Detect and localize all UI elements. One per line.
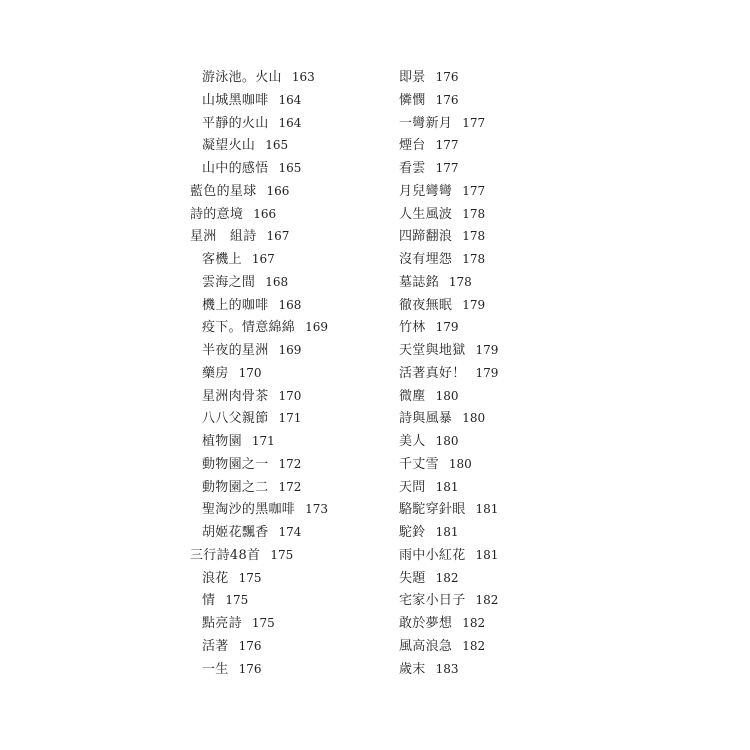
toc-entry (398, 476, 498, 499)
toc-entry (190, 544, 328, 567)
toc-entry (190, 521, 328, 544)
toc-entry-title: 微塵 (399, 388, 426, 404)
toc-entry-page: 175 (251, 616, 275, 630)
toc-entry-title: 疫下。情意綿綿 (202, 320, 296, 336)
toc-entry-page: 170 (238, 365, 262, 380)
toc-entry-title: 山中的感悟 (202, 161, 269, 176)
toc-entry-page: 178 (462, 229, 486, 244)
toc-entry-page: 165 (278, 161, 302, 175)
toc-entry (398, 544, 498, 567)
toc-entry-page: 181 (435, 525, 459, 539)
toc-entry-page: 175 (270, 547, 294, 562)
toc-entry-page: 176 (435, 70, 459, 84)
toc-entry-page: 177 (435, 161, 459, 175)
toc-entry-page: 163 (291, 70, 315, 84)
toc-entry (398, 385, 498, 408)
toc-entry-page: 177 (435, 138, 459, 153)
toc-entry-title: 八八父親節 (202, 411, 269, 427)
toc-entry (190, 407, 328, 430)
toc-entry-title: 藥房 (202, 365, 229, 381)
toc-entry-page: 168 (265, 274, 289, 289)
toc-entry-page: 180 (448, 456, 472, 471)
toc-entry-title: 動物園之一 (202, 456, 269, 472)
toc-entry (190, 112, 328, 135)
toc-entry-title: 墓誌銘 (399, 274, 439, 290)
toc-entry-page: 167 (266, 229, 290, 244)
toc-entry-page: 178 (448, 274, 472, 289)
toc-entry-title: 月兒彎彎 (399, 183, 453, 199)
toc-entry (190, 134, 328, 157)
toc-entry-title: 憐憫 (399, 92, 426, 108)
toc-entry (398, 134, 498, 157)
toc-entry-page: 164 (278, 92, 302, 107)
toc-entry-title: 失題 (399, 570, 426, 586)
toc-entry-title: 宅家小日子 (399, 593, 466, 609)
toc-entry-title: 天堂與地獄 (399, 343, 466, 358)
toc-entry-page: 171 (278, 411, 302, 426)
toc-entry-title: 客機上 (202, 252, 242, 267)
toc-left-column (190, 66, 328, 680)
toc-entry-page: 166 (266, 183, 290, 198)
toc-entry (398, 66, 498, 89)
toc-entry-page: 175 (238, 570, 262, 585)
toc-entry-page: 182 (435, 570, 459, 585)
toc-entry (190, 225, 328, 248)
toc-entry-title: 駱駝穿針眼 (399, 502, 466, 518)
toc-entry (398, 248, 498, 271)
toc-entry-page: 179 (475, 343, 499, 357)
toc-entry (190, 362, 328, 385)
toc-entry-page: 176 (238, 661, 262, 676)
toc-entry-title: 千丈雪 (399, 456, 439, 472)
toc-entry (190, 476, 328, 499)
toc-entry-title: 活著真好！ (399, 365, 466, 381)
toc-entry-page: 179 (435, 320, 459, 335)
toc-entry-page: 168 (278, 297, 302, 312)
toc-entry-title: 看雲 (399, 161, 426, 176)
toc-entry-page: 166 (253, 206, 277, 221)
toc-entry (190, 248, 328, 271)
toc-entry-page: 182 (475, 593, 499, 608)
toc-entry-title: 雲海之間 (202, 274, 256, 290)
toc-entry-page: 180 (435, 434, 459, 448)
toc-entry-title: 即景 (399, 70, 426, 85)
toc-entry-title: 植物園 (202, 434, 242, 449)
toc-entry (190, 589, 328, 612)
toc-entry (190, 316, 328, 339)
toc-entry-title: 煙台 (399, 138, 426, 154)
toc-entry (398, 180, 498, 203)
toc-entry-title: 沒有埋怨 (399, 252, 453, 267)
toc-entry (398, 316, 498, 339)
toc-entry-title: 天問 (399, 479, 426, 495)
toc-entry-page: 179 (475, 365, 499, 380)
toc-entry-page: 183 (435, 661, 459, 676)
toc-entry-page: 178 (462, 206, 486, 221)
toc-entry (398, 567, 498, 590)
toc-entry (190, 430, 328, 453)
toc-entry-title: 人生風波 (399, 206, 453, 222)
toc-entry-title: 山城黑咖啡 (202, 92, 269, 108)
toc-entry-page: 180 (462, 411, 486, 426)
toc-entry-page: 175 (225, 593, 249, 608)
toc-entry (398, 339, 498, 362)
toc-entry-title: 星洲肉骨茶 (202, 388, 269, 404)
toc-entry-title: 平靜的火山 (202, 115, 269, 131)
toc-entry (190, 635, 328, 658)
toc-entry (398, 589, 498, 612)
toc-entry-title: 雨中小紅花 (399, 547, 466, 563)
toc-entry-page: 165 (265, 138, 289, 153)
toc-entry (398, 635, 498, 658)
toc-entry-page: 174 (278, 525, 302, 539)
toc-entry-title: 歲末 (399, 661, 426, 677)
toc-entry (398, 612, 498, 635)
toc-entry-title: 藍色的星球 (190, 183, 257, 199)
toc-entry (398, 225, 498, 248)
toc-entry-title: 動物園之二 (202, 479, 269, 495)
toc-entry (398, 271, 498, 294)
toc-entry-title: 三行詩48首 (190, 547, 261, 563)
toc-entry (398, 521, 498, 544)
toc-entry-page: 177 (462, 115, 486, 130)
toc-entry-page: 164 (278, 115, 302, 130)
toc-entry (190, 567, 328, 590)
toc-entry-title: 詩與風暴 (399, 411, 453, 427)
toc-entry-title: 浪花 (202, 570, 229, 586)
toc-entry-page: 169 (278, 343, 302, 357)
toc-entry-title: 徹夜無眠 (399, 297, 453, 313)
toc-entry-title: 四蹄翻浪 (399, 229, 453, 245)
toc-entry-page: 167 (251, 252, 275, 266)
toc-entry-title: 機上的咖啡 (202, 297, 269, 313)
toc-entry (398, 407, 498, 430)
toc-entry-title: 敢於夢想 (399, 616, 453, 631)
toc-entry-page: 176 (238, 638, 262, 653)
toc-entry (190, 203, 328, 226)
toc-entry (190, 498, 328, 521)
toc-entry (398, 157, 498, 180)
toc-entry-page: 181 (435, 479, 459, 494)
toc-entry-title: 活著 (202, 638, 229, 654)
toc-entry-title: 半夜的星洲 (202, 343, 269, 358)
toc-entry-title: 竹林 (399, 320, 426, 336)
toc-entry-title: 點亮詩 (202, 616, 242, 631)
toc-entry (398, 453, 498, 476)
toc-entry-page: 172 (278, 456, 302, 471)
toc-entry-title: 胡姬花飄香 (202, 525, 269, 540)
toc-entry-title: 美人 (399, 434, 426, 449)
toc-entry (398, 430, 498, 453)
toc-entry (190, 612, 328, 635)
toc-entry-page: 179 (462, 297, 486, 312)
toc-entry-title: 情 (202, 593, 216, 609)
toc-entry-page: 182 (462, 616, 486, 630)
toc-entry (190, 339, 328, 362)
toc-entry (190, 89, 328, 112)
toc-entry (190, 294, 328, 317)
toc-entry (190, 271, 328, 294)
toc-entry (398, 112, 498, 135)
toc-entry-page: 169 (305, 320, 329, 335)
toc-entry (398, 658, 498, 681)
toc-entry-title: 游泳池。火山 (202, 70, 282, 85)
toc-entry (190, 66, 328, 89)
toc-entry-page: 177 (462, 183, 486, 198)
toc-entry-page: 173 (305, 502, 329, 517)
toc-entry-title: 風高浪急 (399, 638, 453, 654)
toc-entry-page: 181 (475, 502, 499, 517)
toc-entry (190, 453, 328, 476)
toc-entry-page: 181 (475, 547, 499, 562)
toc-entry-title: 一彎新月 (399, 115, 453, 131)
toc-entry (398, 362, 498, 385)
toc-entry (190, 180, 328, 203)
toc-entry (398, 498, 498, 521)
toc-entry-page: 182 (462, 638, 486, 653)
toc-entry-title: 詩的意境 (190, 206, 244, 222)
toc-entry (398, 203, 498, 226)
toc-entry-page: 171 (251, 434, 275, 448)
toc-entry-title: 聖淘沙的黑咖啡 (202, 502, 296, 518)
toc-entry-page: 176 (435, 92, 459, 107)
toc-entry-page: 170 (278, 388, 302, 403)
toc-entry-title: 駝鈴 (399, 525, 426, 540)
toc-entry (398, 294, 498, 317)
toc-entry-title: 星洲 組詩 (190, 229, 257, 245)
toc-entry (190, 385, 328, 408)
toc-entry (398, 89, 498, 112)
toc-right-column (398, 66, 498, 680)
toc-entry (190, 157, 328, 180)
toc-entry-title: 一生 (202, 661, 229, 677)
toc-entry-page: 172 (278, 479, 302, 494)
toc-entry-page: 180 (435, 388, 459, 403)
toc-entry-title: 凝望火山 (202, 138, 256, 154)
toc-entry-page: 178 (462, 252, 486, 266)
toc-entry (190, 658, 328, 681)
